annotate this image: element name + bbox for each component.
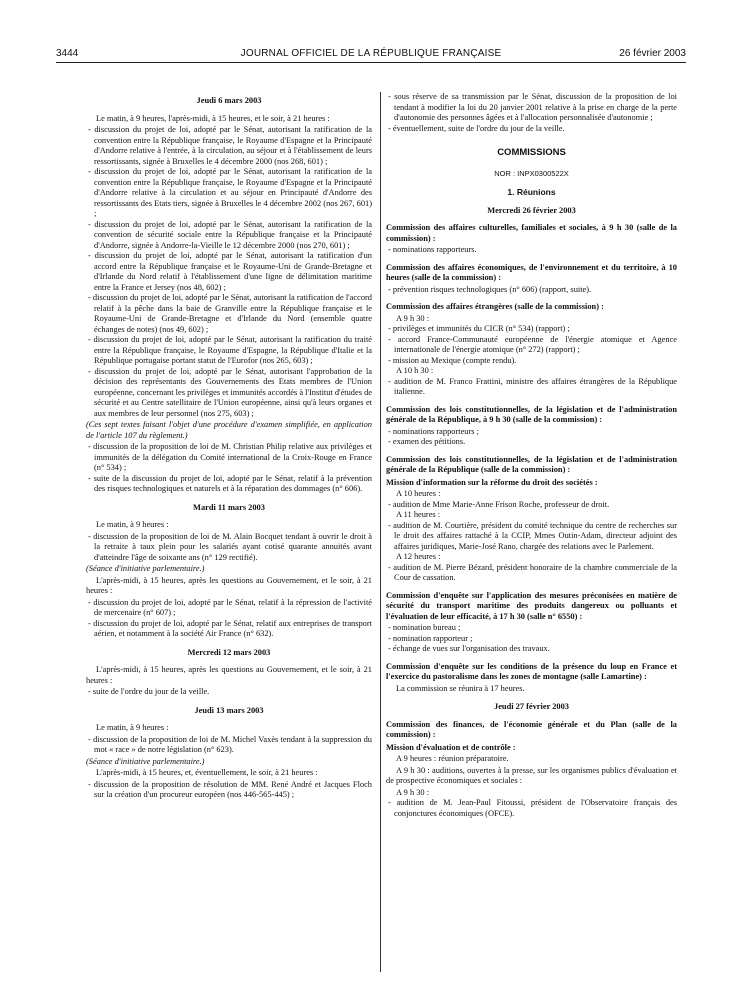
agenda-item: - discussion du projet de loi, adopté par le Sénat, autorisant la ratification de la convention entre la République française, le Royaume d'Espagne et la Principauté d'Andorre relative à la circulation et au séjour en Principauté d'Andorre des ressortissants des Etats tiers, signée à Bruxelles le 4 décembre 2002 (nos 267, 601) ; xyxy=(88,167,372,218)
agenda-item: - discussion du projet de loi, adopté par le Sénat, autorisant la ratification de la convention entre la République française, le Royaume d'Espagne et la Principauté d'Andorre relative à l'entrée, à la circulation, au séjour et à l'établissement de leurs ressortissants, signée à Bruxelles le 4 décembre 2000 (nos 268, 601) ; xyxy=(88,125,372,166)
agenda-list xyxy=(386,285,677,296)
schedule-intro: Le matin, à 9 heures, l'après-midi, à 15 heures, et le soir, à 21 heures : xyxy=(96,113,330,123)
agenda-list xyxy=(386,623,677,655)
procedure-note: (Ces sept textes faisant l'objet d'une procédure d'examen simplifiée, en application de l'article 107 du règlement.) xyxy=(86,420,372,440)
day-heading: Mercredi 12 mars 2003 xyxy=(187,647,271,657)
commission-title: Commission des affaires culturelles, familiales et sociales, à 9 h 30 (salle de la commission) : xyxy=(386,223,677,243)
agenda-list xyxy=(86,598,372,640)
time-slot: A 9 h 30 : xyxy=(396,787,430,797)
agenda-list xyxy=(386,377,677,398)
nor-reference: NOR : INPX0300522X xyxy=(494,168,569,178)
time-slot: A 10 heures : xyxy=(396,489,441,498)
agenda-item: - mission au Mexique (compte rendu). xyxy=(388,355,517,365)
agenda-list xyxy=(386,324,677,366)
agenda-item: - discussion de la proposition de loi de M. Michel Vaxès tendant à la suppression du mot « race » de notre législation (n° 623). xyxy=(88,734,372,754)
agenda-item: - discussion du projet de loi, adopté par le Sénat, relatif à la répression de l'activité de mercenaire (n° 607) ; xyxy=(88,597,372,617)
time-slot: A 11 heures : xyxy=(396,510,441,519)
commission-title: Commission des lois constitutionnelles, de la législation et de l'administration générale de la République, à 9 h 30 (salle de la commission) : xyxy=(386,404,677,424)
page-number: 3444 xyxy=(56,48,79,59)
agenda-list xyxy=(86,780,372,801)
agenda-item: - nomination rapporteur ; xyxy=(388,633,473,643)
agenda-list xyxy=(386,521,677,553)
agenda-item: - nominations rapporteurs. xyxy=(388,245,477,254)
agenda-item: - audition de Mme Marie-Anne Frison Roche, professeur de droit. xyxy=(388,499,610,509)
commission-note: La commission se réunira à 17 heures. xyxy=(396,683,525,693)
agenda-item: - privilèges et immunités du CICR (n° 534) (rapport) ; xyxy=(388,324,570,333)
schedule-intro: Le matin, à 9 heures : xyxy=(96,520,169,529)
agenda-list xyxy=(386,500,677,511)
time-slot: A 12 heures : xyxy=(396,552,441,561)
agenda-item: - discussion du projet de loi, adopté par le Sénat, autorisant la ratification du traité entre la République française, le Royaume d'Espagne, la République d'Italie et la République portugaise portant statut de l'Eurofor (nos 265, 603) ; xyxy=(88,335,372,365)
agenda-list xyxy=(386,92,677,134)
day-heading: Mardi 11 mars 2003 xyxy=(193,502,265,512)
agenda-list xyxy=(86,687,372,698)
day-heading: Jeudi 6 mars 2003 xyxy=(196,96,262,105)
journal-title: JOURNAL OFFICIEL DE LA RÉPUBLIQUE FRANÇAISE xyxy=(240,48,502,59)
agenda-item: - discussion du projet de loi, adopté par le Sénat, autorisant la ratification de l'accord relatif à la pêche dans la baie de Granville entre la République française et le Royaume-Uni de Grande-Bretagne et d'Irlande du Nord (ensemble quatre échanges de notes) (nos 49, 602) ; xyxy=(88,293,372,334)
mission-title: Mission d'information sur la réforme du droit des sociétés : xyxy=(386,477,598,487)
agenda-list xyxy=(86,442,372,495)
issue-date: 26 février 2003 xyxy=(619,48,686,59)
agenda-item: - discussion de la proposition de loi de M. Alain Bocquet tendant à ouvrir le droit à la retraite à taux plein pour les salariés ayant cotisé quarante annuités avant d'atteindre l'âge de soixante ans (n° 129 rectifié). xyxy=(88,531,372,562)
time-slot: A 9 h 30 : xyxy=(396,313,430,323)
column-divider xyxy=(380,92,381,972)
agenda-item: - discussion du projet de loi, adopté par le Sénat, relatif aux entreprises de transport aérien, et notamment à la société Air France (n° 632). xyxy=(88,618,372,638)
subsection-title: 1. Réunions xyxy=(507,187,556,197)
schedule-intro: Le matin, à 9 heures : xyxy=(96,723,169,732)
agenda-item: - discussion du projet de loi, adopté par le Sénat, autorisant l'approbation de la décision des représentants des Gouvernements des Etats membres de l'Union européenne, concernant les privilèges et immunités accordés à l'Institut d'études de sécurité et au Centre satellitaire de l'Union européenne, ainsi qu'à leurs organes et aux membres de leur personnel (nos 275, 603) ; xyxy=(88,366,372,418)
agenda-item: - nomination bureau ; xyxy=(388,623,461,632)
agenda-item: - prévention risques technologiques (n° 606) (rapport, suite). xyxy=(388,284,592,294)
agenda-item: - audition de M. Pierre Bézard, président honoraire de la chambre commerciale de la Cour de cassation. xyxy=(388,562,677,582)
agenda-item: - audition de M. Courtière, président du comité technique du centre de recherches sur le droit des affaires rattaché à la CCIP, Mmes Outin-Adam, directeur adjoint des affaires juridiques, Marie-José Rano, chargée des relations avec le Parlement. xyxy=(388,520,677,551)
day-heading: Jeudi 27 février 2003 xyxy=(494,702,569,711)
agenda-item: - discussion du projet de loi, adopté par le Sénat, autorisant la ratification d'un accord entre la République française et le Royaume-Uni de Grande-Bretagne et d'Irlande du Nord relatif à l'établissement d'une ligne de délimitation maritime entre la France et Jersey (nos 48, 602) ; xyxy=(88,251,372,292)
agenda-item: - sous réserve de sa transmission par le Sénat, discussion de la proposition de loi tendant à modifier la loi du 20 janvier 2001 relative à la prise en charge de la perte d'autonomie des personnes âgées et à l'allocation personnalisée d'autonomie ; xyxy=(388,92,677,122)
time-slot: A 10 h 30 : xyxy=(396,366,434,375)
left-column xyxy=(86,92,372,801)
agenda-item: - échange de vues sur l'organisation des travaux. xyxy=(388,644,550,653)
agenda-list xyxy=(386,798,677,819)
schedule-intro: L'après-midi, à 15 heures, après les questions au Gouvernement, et le soir, à 21 heures : xyxy=(86,665,372,685)
commission-title: Commission des finances, de l'économie générale et du Plan (salle de la commission) : xyxy=(386,719,677,739)
agenda-list xyxy=(386,563,677,584)
day-heading: Jeudi 13 mars 2003 xyxy=(194,705,264,715)
agenda-item: - audition de M. Jean-Paul Fitoussi, président de l'Observatoire français des conjonctures économiques (OFCE). xyxy=(388,798,677,818)
agenda-list xyxy=(86,532,372,564)
section-title: COMMISSIONS xyxy=(497,147,566,158)
schedule-intro: L'après-midi, à 15 heures, et, éventuellement, le soir, à 21 heures : xyxy=(96,768,318,777)
agenda-item: - discussion de la proposition de résolution de MM. René André et Jacques Floch sur la création d'un procureur européen (nos 446-565-445) ; xyxy=(88,779,372,799)
agenda-list xyxy=(386,427,677,448)
mission-title: Mission d'évaluation et de contrôle : xyxy=(386,742,516,752)
agenda-item: - suite de la discussion du projet de loi, adopté par le Sénat, relatif à la prévention des risques technologiques et naturels et à la réparation des dommages (n° 606). xyxy=(88,473,372,493)
commission-title: Commission des affaires étrangères (salle de la commission) : xyxy=(386,302,604,311)
agenda-list xyxy=(86,735,372,756)
session-note: (Séance d'initiative parlementaire.) xyxy=(86,756,205,766)
schedule-intro: L'après-midi, à 15 heures, après les questions au Gouvernement, et le soir, à 21 heures : xyxy=(86,575,372,595)
agenda-list xyxy=(86,125,372,419)
agenda-item: - audition de M. Franco Frattini, ministre des affaires étrangères de la République italienne. xyxy=(388,376,677,396)
agenda-item: - discussion de la proposition de loi de M. Christian Philip relative aux privilèges et immunités de la délégation du Comité international de la Croix-Rouge en France (n° 534) ; xyxy=(88,442,372,472)
commission-title: Commission d'enquête sur l'application des mesures préconisées en matière de sécurité du transport maritime des produits dangereux ou polluants et l'évaluation de leur efficacité, à 17 h 30 (salle n° 6550) : xyxy=(386,590,677,621)
agenda-item: - nominations rapporteurs ; xyxy=(388,426,479,436)
header-rule xyxy=(56,62,686,63)
agenda-item: - éventuellement, suite de l'ordre du jour de la veille. xyxy=(388,123,565,133)
time-line: A 9 heures : réunion préparatoire. xyxy=(396,754,509,763)
commission-title: Commission des lois constitutionnelles, de la législation et de l'administration générale de la République (salle de la commission) : xyxy=(386,454,677,474)
agenda-item: - discussion du projet de loi, adopté par le Sénat, autorisant la ratification de la convention de sécurité sociale entre la République française et la Principauté d'Andorre, signée à Andorre-la-Vieille le 12 décembre 2000 (nos 270, 601) ; xyxy=(88,219,372,250)
agenda-list xyxy=(386,245,677,256)
commission-title: Commission d'enquête sur les conditions de la présence du loup en France et l'exercice du pastoralisme dans les zones de montagne (salle Lamartine) : xyxy=(386,661,677,681)
agenda-item: - accord France-Communauté européenne de l'énergie atomique et Agence internationale de l'énergie atomique (n° 272) (rapport) ; xyxy=(388,334,677,354)
agenda-item: - examen des pétitions. xyxy=(388,437,466,446)
agenda-item: - suite de l'ordre du jour de la veille. xyxy=(88,687,210,696)
commission-title: Commission des affaires économiques, de l'environnement et du territoire, à 10 heures (salle de la commission) : xyxy=(386,262,677,282)
day-heading: Mercredi 26 février 2003 xyxy=(487,205,576,215)
session-note: (Séance d'initiative parlementaire.) xyxy=(86,564,205,573)
time-line: A 9 h 30 : auditions, ouvertes à la presse, sur les organismes publics d'évaluation et de prospective économiques et sociales : xyxy=(386,765,677,785)
right-column xyxy=(386,92,677,819)
